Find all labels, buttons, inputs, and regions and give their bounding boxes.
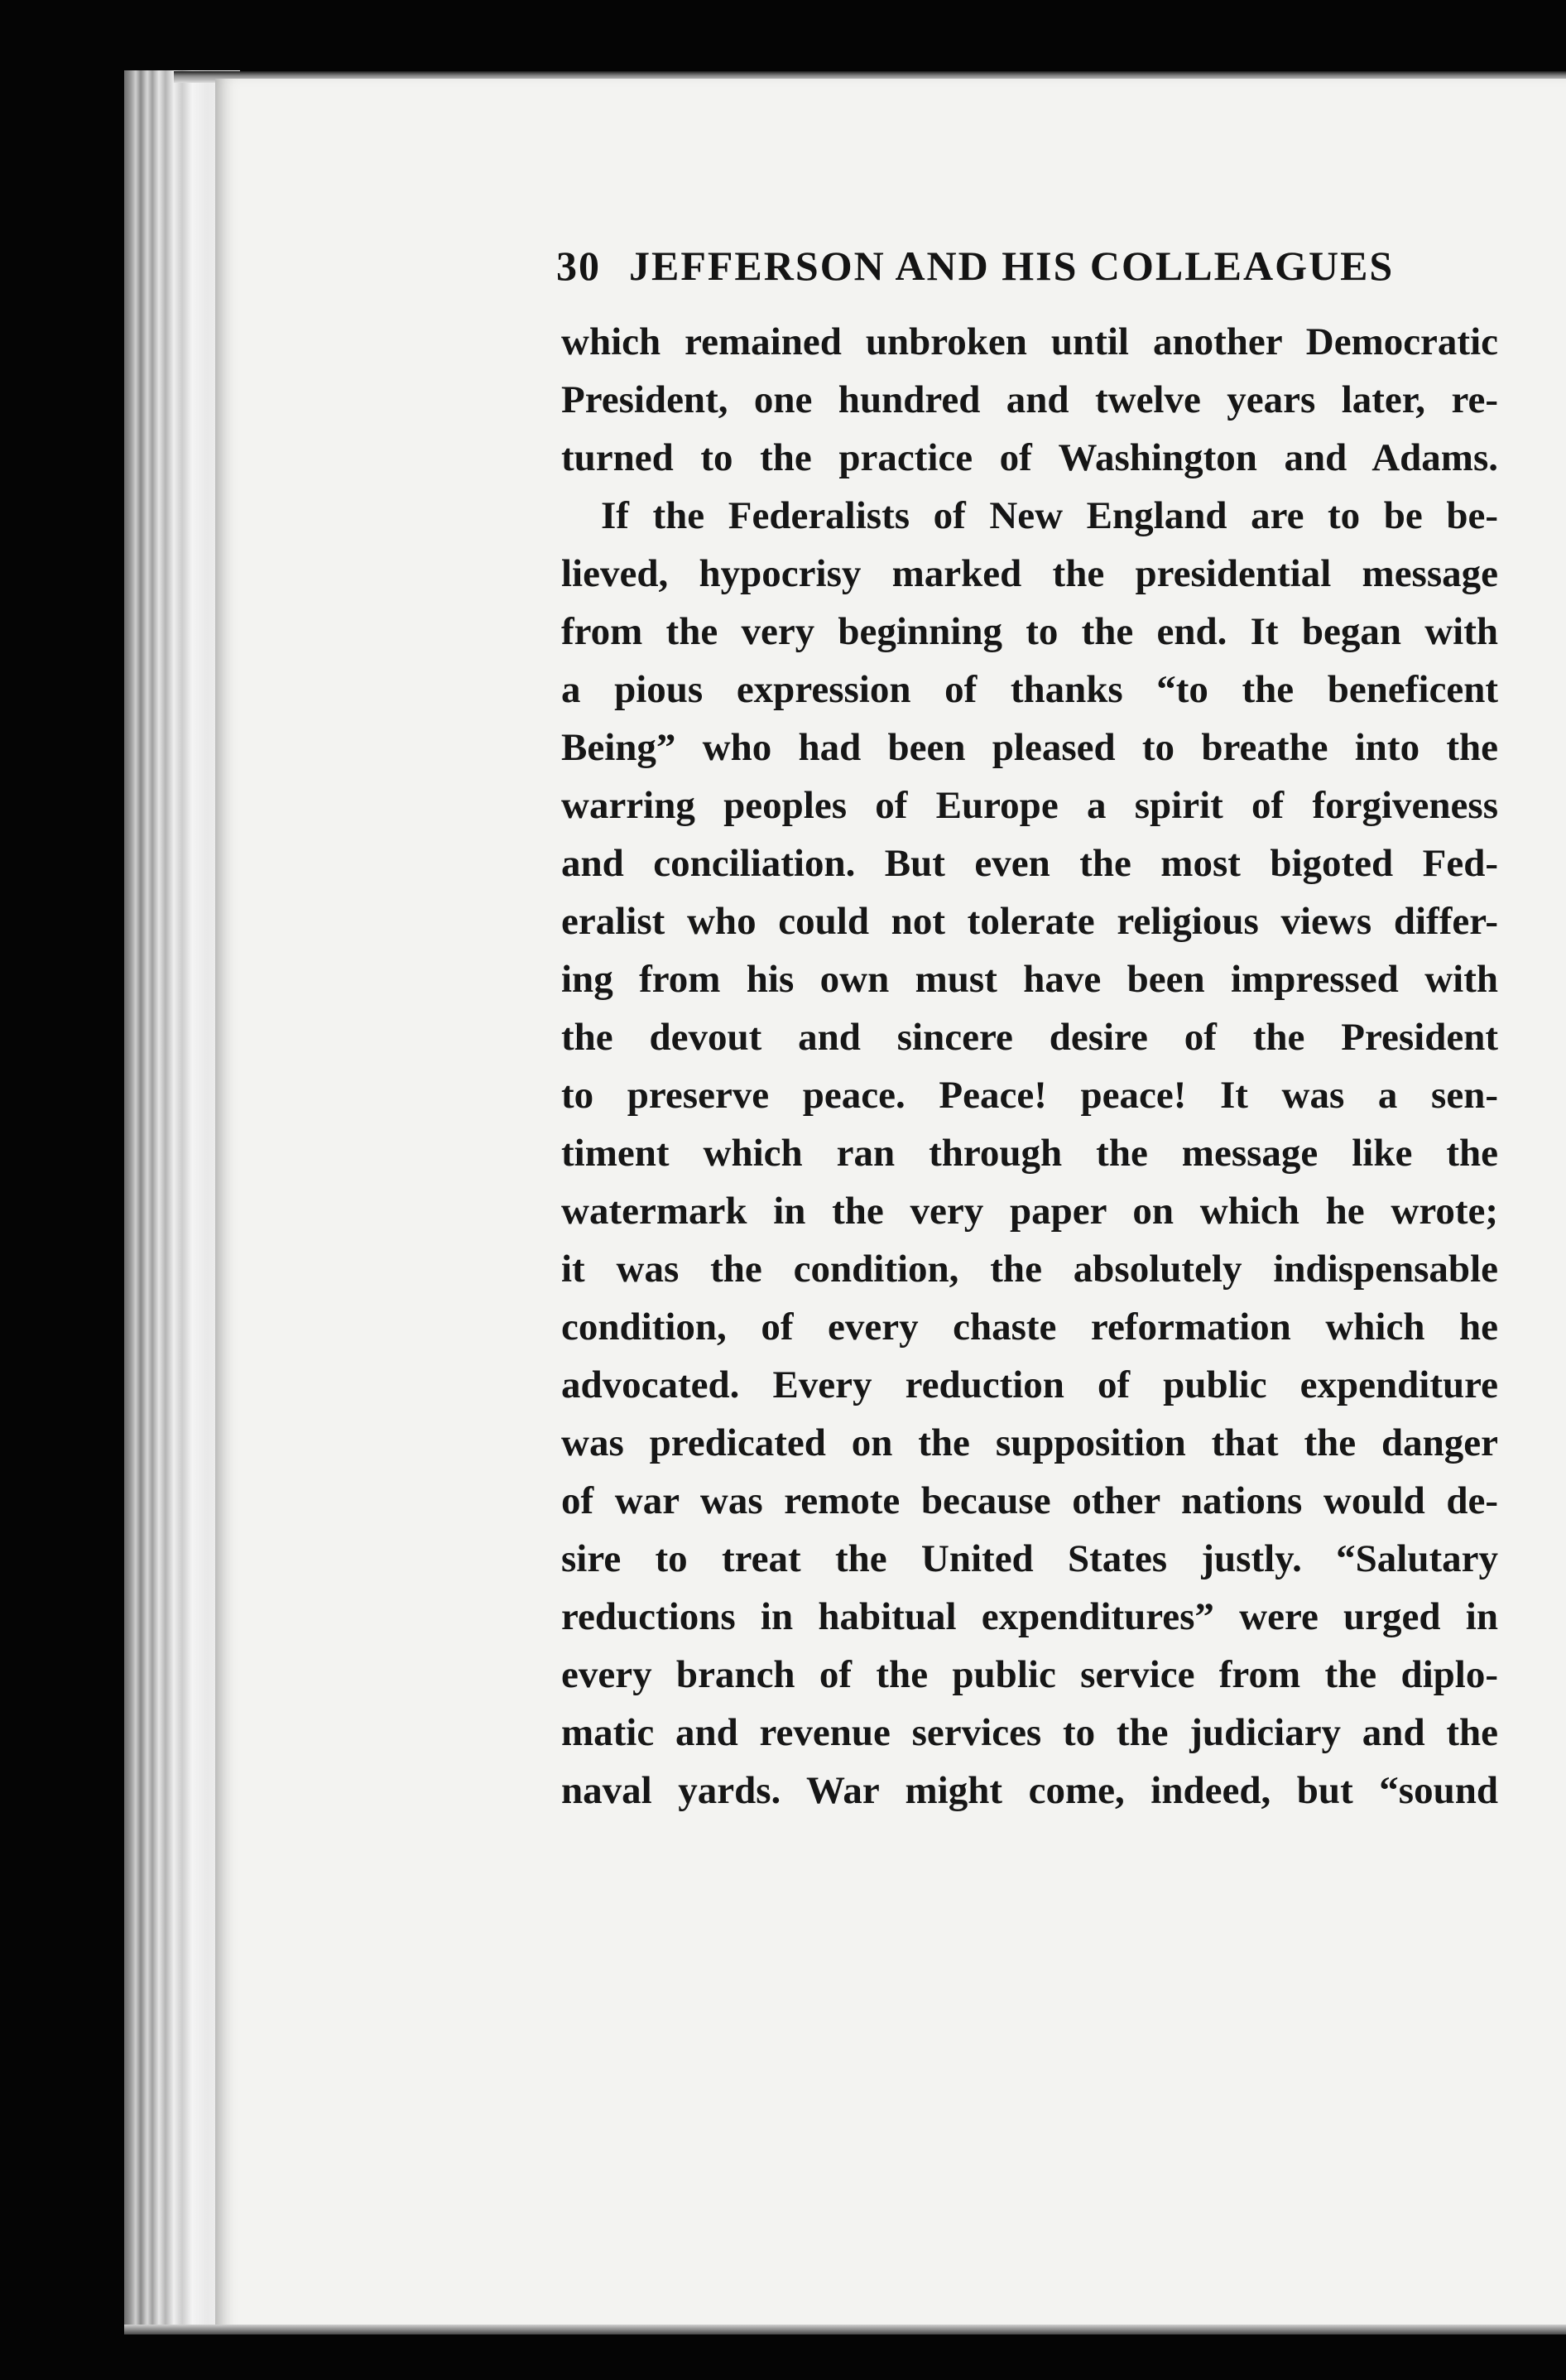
text-line: from the very beginning to the end. It began with xyxy=(561,610,1498,653)
text-line: advocated. Every reduction of public expenditure xyxy=(561,1363,1498,1406)
text-line: lieved, hypocrisy marked the presidential message xyxy=(561,552,1498,595)
running-head-title: JEFFERSON AND HIS COLLEAGUES xyxy=(629,243,1395,289)
text-line: matic and revenue services to the judiciary and the xyxy=(561,1711,1498,1754)
text-line: sire to treat the United States justly. “Salutary xyxy=(561,1537,1498,1580)
text-line: reductions in habitual expenditures” were urged in xyxy=(561,1595,1498,1638)
text-line: President, one hundred and twelve years later, re- xyxy=(561,378,1498,421)
text-line: eralist who could not tolerate religious views differ- xyxy=(561,900,1498,943)
text-line: timent which ran through the message like the xyxy=(561,1132,1498,1175)
text-line: watermark in the very paper on which he wrote; xyxy=(561,1190,1498,1233)
text-line: was predicated on the supposition that the danger xyxy=(561,1421,1498,1464)
text-line: a pious expression of thanks “to the beneficent xyxy=(561,668,1498,711)
text-line: to preserve peace. Peace! peace! It was a sen- xyxy=(561,1074,1498,1117)
text-line: condition, of every chaste reformation which he xyxy=(561,1305,1498,1349)
text-line: it was the condition, the absolutely indispensable xyxy=(561,1248,1498,1291)
page-bottom-edge xyxy=(124,2325,1566,2334)
page-number: 30 xyxy=(556,243,601,289)
text-line: naval yards. War might come, indeed, but “sound xyxy=(561,1769,1498,1812)
running-head xyxy=(556,242,1508,290)
text-line: which remained unbroken until another Democratic xyxy=(561,320,1498,363)
text-line: Being” who had been pleased to breathe into the xyxy=(561,726,1498,769)
text-line: ing from his own must have been impressed with xyxy=(561,958,1498,1001)
text-line: the devout and sincere desire of the President xyxy=(561,1016,1498,1059)
text-line: turned to the practice of Washington and Adams. xyxy=(561,436,1498,479)
text-line: every branch of the public service from the diplo- xyxy=(561,1653,1498,1696)
text-line: warring peoples of Europe a spirit of forgiveness xyxy=(561,784,1498,827)
text-line: of war was remote because other nations would de- xyxy=(561,1479,1498,1522)
body-text xyxy=(561,313,1498,1820)
text-line: and conciliation. But even the most bigoted Fed- xyxy=(561,842,1498,885)
text-line: If the Federalists of New England are to be be- xyxy=(601,494,1498,537)
